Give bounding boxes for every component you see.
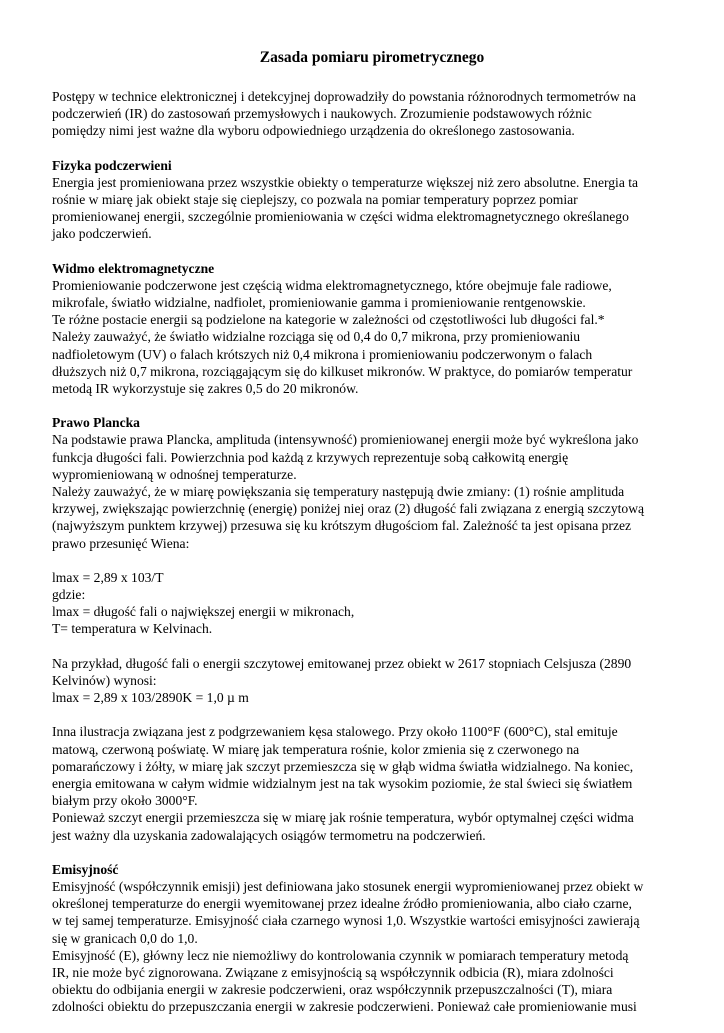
wien-formula-block <box>52 569 692 638</box>
document-page <box>52 48 692 1033</box>
paragraph-line: Energia jest promieniowana przez wszystkie obiekty o temperaturze większej niż zero absolutne. Energia ta <box>52 174 639 190</box>
section-infrared-physics <box>52 157 692 243</box>
intro-line: pomiędzy nimi jest ważne dla wyboru odpowiedniego urządzenia do określonego zastosowania. <box>52 123 575 139</box>
section-heading: Emisyjność <box>52 861 119 877</box>
paragraph-line: krzywej, zwiększając powierzchnię (energię) poniżej niej oraz (2) długość fali związana z energią szczytową <box>52 501 645 517</box>
intro-paragraph <box>52 88 692 140</box>
steel-paragraph <box>52 723 692 843</box>
paragraph-line: prawo przesunięć Wiena: <box>52 535 190 551</box>
paragraph-line: mikrofale, światło widzialne, nadfiolet, promieniowanie gamma i promieniowanie rentgenowskie. <box>52 295 586 311</box>
paragraph-line: jako podczerwień. <box>52 226 152 242</box>
section-planck-law <box>52 414 692 552</box>
formula-line: lmax = długość fali o największej energii w mikronach, <box>52 604 355 620</box>
paragraph-line: zdolności obiektu do przepuszczania energii w zakresie podczerwieni. Ponieważ całe promieniowanie musi <box>52 999 637 1015</box>
section-emissivity <box>52 861 692 1016</box>
paragraph-line: funkcja długości fali. Powierzchnia pod każdą z krzywych reprezentuje sobą całkowitą energię <box>52 449 569 465</box>
document-title: Zasada pomiaru pirometrycznego <box>259 49 485 66</box>
section-electromagnetic-spectrum <box>52 260 692 398</box>
paragraph-line: matową, czerwoną poświatę. W miarę jak temperatura rośnie, kolor zmienia się z czerwonego na <box>52 741 580 757</box>
paragraph-line: energia emitowana w całym widmie widzialnym jest na tak wysokim poziomie, że stal świeci się światłem <box>52 775 633 791</box>
formula-line: gdzie: <box>52 587 86 603</box>
intro-line: Postępy w technice elektronicznej i detekcyjnej doprowadziły do powstania różnorodnych termometrów na <box>52 89 636 104</box>
intro-line: podczerwień (IR) do zastosowań przemysłowych i naukowych. Zrozumienie podstawowych różnic <box>52 106 592 122</box>
paragraph-line: określonej temperaturze do energii wyemitowanej przez idealne źródło promieniowania, albo ciało czarne, <box>52 896 632 912</box>
paragraph-line: obiektu do odbijania energii w zakresie podczerwieni, oraz współczynnik przepuszczalności (T), miara <box>52 982 613 998</box>
paragraph-line: Ponieważ szczyt energii przemieszcza się w miarę jak rośnie temperatura, wybór optymalnej części widma <box>52 810 634 826</box>
section-heading: Prawo Plancka <box>52 415 140 431</box>
formula-line: lmax = 2,89 x 103/T <box>52 569 164 585</box>
paragraph-line: metodą IR wykorzystuje się zakres 0,5 do 20 mikronów. <box>52 381 359 397</box>
paragraph-line: w tej samej temperaturze. Emisyjność ciała czarnego wynosi 1,0. Wszystkie wartości emisyjności zawierają <box>52 913 640 929</box>
paragraph-line: Te różne postacie energii są podzielone na kategorie w zależności od częstotliwości lub długości fal.* <box>52 312 605 328</box>
paragraph-line: nadfioletowym (UV) o falach krótszych niż 0,4 mikrona i promieniowaniu podczerwonym o falach <box>52 346 593 362</box>
paragraph-line: dłuższych niż 0,7 mikrona, rozciągającym się do kilkuset mikronów. W praktyce, do pomiarów temperatur <box>52 363 633 379</box>
example-paragraph <box>52 655 692 707</box>
paragraph-line: jest ważny dla uzyskania zadowalających osiągów termometru na podczerwień. <box>52 827 486 843</box>
paragraph-line: IR, nie może być zignorowana. Związane z emisyjnością są współczynnik odbicia (R), miara zdolności <box>52 964 614 980</box>
paragraph-line: pomarańczowy i żółty, w miarę jak szczyt przemieszcza się w głąb widma światła widzialnego. Na koniec, <box>52 758 634 774</box>
paragraph-line: promieniowanej energii, szczególnie promieniowania w części widma elektromagnetycznego określanego <box>52 209 629 225</box>
paragraph-line: Należy zauważyć, że w miarę powiększania się temperatury następują dwie zmiany: (1) rośnie amplituda <box>52 484 625 500</box>
paragraph-line: Inna ilustracja związana jest z podgrzewaniem kęsa stalowego. Przy około 1100°F (600°C), stal emituje <box>52 724 618 740</box>
paragraph-line: (najwyższym punktem krzywej) przesuwa się ku krótszym długościom fal. Zależność ta jest opisana przez <box>52 518 632 534</box>
paragraph-line: Na przykład, długość fali o energii szczytowej emitowanej przez obiekt w 2617 stopniach Celsjusza (2890 <box>52 655 632 671</box>
section-heading: Widmo elektromagnetyczne <box>52 260 215 276</box>
paragraph-line: wypromieniowaną w odnośnej temperaturze. <box>52 466 297 482</box>
paragraph-line: Emisyjność (E), główny lecz nie niemożliwy do kontrolowania czynnik w pomiarach temperatury metodą <box>52 947 629 963</box>
section-heading: Fizyka podczerwieni <box>52 157 172 173</box>
paragraph-line: Promieniowanie podczerwone jest częścią widma elektromagnetycznego, które obejmuje fale radiowe, <box>52 277 612 293</box>
paragraph-line: Emisyjność (współczynnik emisji) jest definiowana jako stosunek energii wypromieniowanej przez obiekt w <box>52 878 644 894</box>
paragraph-line: Należy zauważyć, że światło widzialne rozciąga się od 0,4 do 0,7 mikrona, przy promieniowaniu <box>52 329 581 345</box>
paragraph-line: białym przy około 3000°F. <box>52 793 198 809</box>
formula-line: lmax = 2,89 x 103/2890K = 1,0 µ m <box>52 690 249 706</box>
paragraph-line: się w granicach 0,0 do 1,0. <box>52 930 198 946</box>
paragraph-line: Kelvinów) wynosi: <box>52 672 157 688</box>
paragraph-line: Na podstawie prawa Plancka, amplituda (intensywność) promieniowanej energii może być wykreślona jako <box>52 432 639 448</box>
paragraph-line: rośnie w miarę jak obiekt staje się cieplejszy, co pozwala na pomiar temperatury poprzez pomiar <box>52 192 578 208</box>
formula-line: T= temperatura w Kelvinach. <box>52 621 213 637</box>
